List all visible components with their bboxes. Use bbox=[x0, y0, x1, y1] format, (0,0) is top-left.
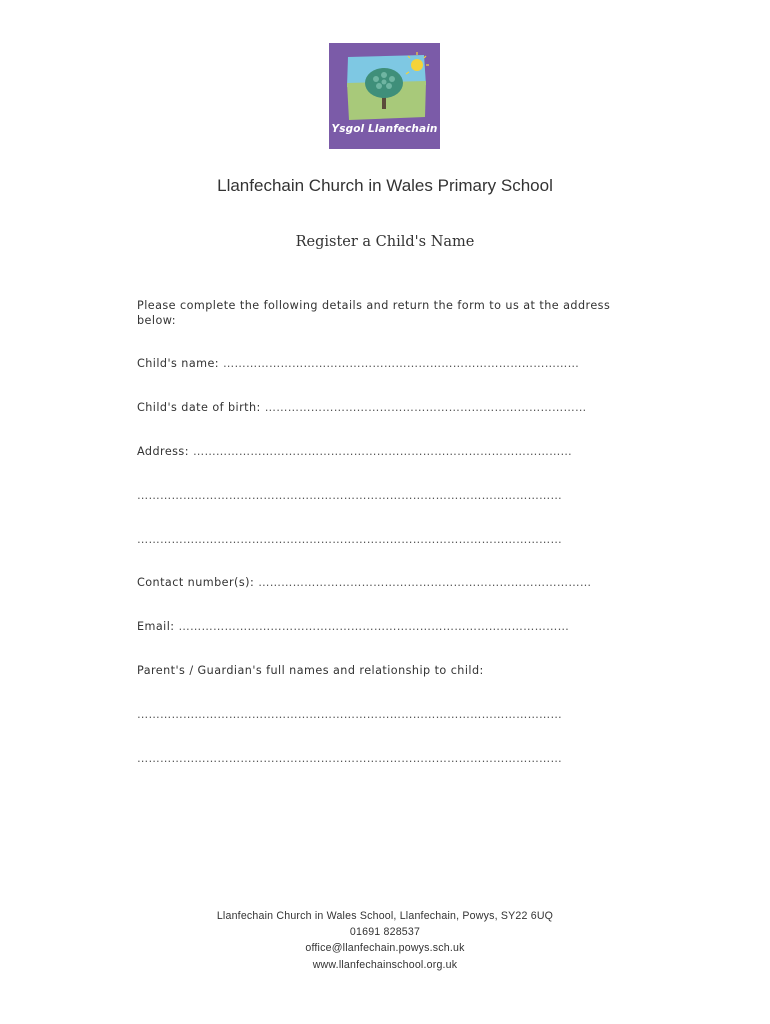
footer-address: Llanfechain Church in Wales School, Llanfechain, Powys, SY22 6UQ bbox=[216, 910, 554, 922]
dob-line[interactable]: ………………………………………………………………………… bbox=[264, 401, 587, 414]
address-line-2[interactable]: ………………………………………………………………………………………………… bbox=[137, 489, 563, 502]
footer-phone: 01691 828537 bbox=[349, 926, 421, 938]
parents-line-1-field[interactable] bbox=[137, 708, 632, 721]
school-name-heading: Llanfechain Church in Wales Primary School bbox=[217, 176, 553, 195]
contact-label: Contact number(s): bbox=[137, 576, 255, 589]
footer-website[interactable]: www.llanfechainschool.org.uk bbox=[312, 959, 458, 971]
dob-label: Child's date of birth: bbox=[137, 401, 261, 414]
parents-line-2[interactable]: ………………………………………………………………………………………………… bbox=[137, 752, 563, 765]
address-line-2-field[interactable] bbox=[137, 489, 632, 502]
form-title: Register a Child's Name bbox=[295, 234, 475, 250]
contact-field[interactable] bbox=[137, 576, 632, 589]
parents-line-2-field[interactable] bbox=[137, 752, 632, 765]
address-field[interactable] bbox=[137, 445, 632, 458]
contact-line[interactable]: …………………………………………………………………………… bbox=[258, 576, 592, 589]
email-label: Email: bbox=[137, 620, 175, 633]
school-logo bbox=[329, 43, 440, 149]
child-name-line[interactable]: ………………………………………………………………………………… bbox=[223, 357, 580, 370]
parents-line-1[interactable]: ………………………………………………………………………………………………… bbox=[137, 708, 563, 721]
parents-field bbox=[137, 664, 632, 677]
address-line-3[interactable]: ………………………………………………………………………………………………… bbox=[137, 533, 563, 546]
child-name-label: Child's name: bbox=[137, 357, 220, 370]
parents-label: Parent's / Guardian's full names and relationship to child: bbox=[137, 664, 484, 677]
email-field[interactable] bbox=[137, 620, 632, 633]
address-label: Address: bbox=[137, 445, 189, 458]
child-name-field[interactable] bbox=[137, 357, 632, 370]
logo-text: Ysgol Llanfechain bbox=[331, 123, 438, 135]
address-line-1[interactable]: ……………………………………………………………………………………… bbox=[192, 445, 573, 458]
intro-text: Please complete the following details and return the form to us at the address below: bbox=[137, 299, 611, 327]
dob-field[interactable] bbox=[137, 401, 632, 414]
footer-email[interactable]: office@llanfechain.powys.sch.uk bbox=[305, 942, 465, 954]
address-line-3-field[interactable] bbox=[137, 533, 632, 546]
email-line[interactable]: ………………………………………………………………………………………… bbox=[178, 620, 570, 633]
